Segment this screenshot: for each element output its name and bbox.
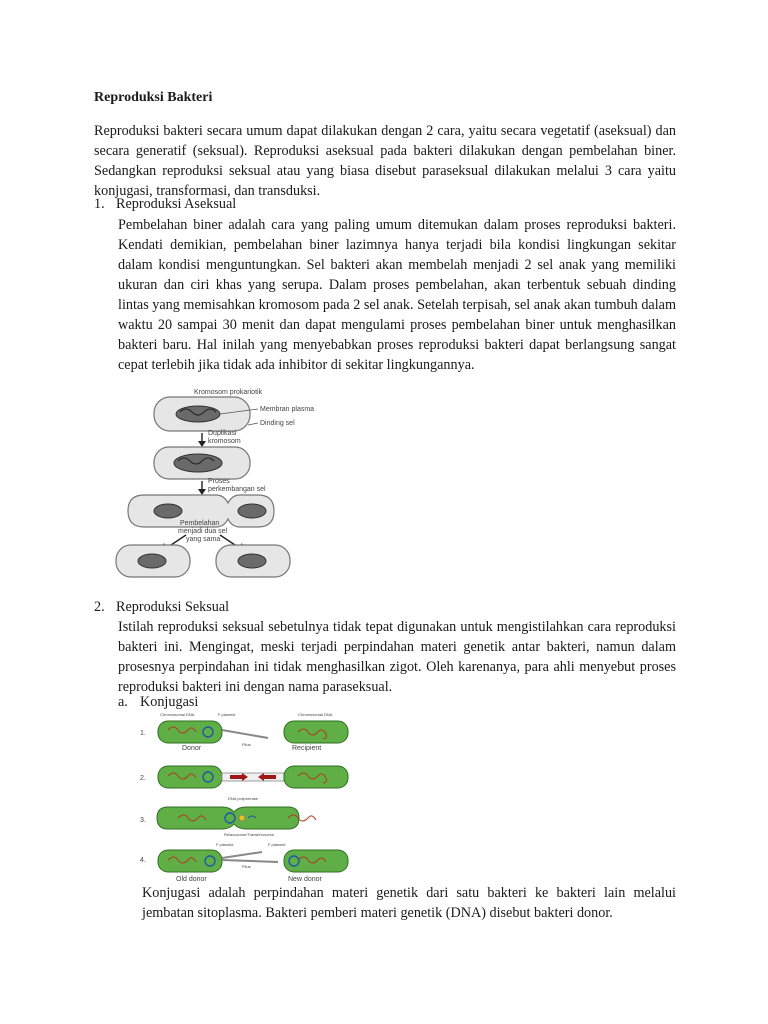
section-1-heading xyxy=(94,196,236,213)
document-title: Reproduksi Bakteri xyxy=(94,90,213,105)
label-proses-2: perkembangan sel xyxy=(208,486,266,493)
label-dna-polymerase: DNA polymerase xyxy=(228,796,259,801)
label-new-donor: New donor xyxy=(288,876,322,882)
label-relaxosome: Relaxosome/Transferosome xyxy=(224,832,275,837)
step-1-label: 1. xyxy=(140,730,146,737)
pilus xyxy=(222,730,268,738)
conjugation-figure xyxy=(138,710,360,882)
subsection-a-letter: a. xyxy=(118,694,128,710)
label-duplikasi-1: Duplikasi xyxy=(208,430,237,437)
section-2-heading xyxy=(94,599,229,616)
step-4-label: 4. xyxy=(140,857,146,864)
step-2-label: 2. xyxy=(140,775,146,782)
label-pembelahan-3: yang sama xyxy=(186,536,221,543)
section-1-number: 1. xyxy=(94,196,105,212)
section-2-paragraph: Istilah reproduksi seksual sebetulnya tidak tepat digunakan untuk mengistilahkan cara reproduksi bakteri ini. Mengingat, meski terjadi perpindahan materi genetik antar bakteri, namun dalam prosesnya perpindahan ini tidak menghasilkan zigot. Oleh karenanya, para ahli menyebut proses reproduksi bakteri ini dengan nama paraseksual. xyxy=(118,619,676,695)
label-chromosomal-dna-2: Chromosomal DNA xyxy=(298,712,333,717)
label-kromosom: Kromosom prokariotik xyxy=(194,389,263,396)
section-2-number: 2. xyxy=(94,599,105,615)
label-recipient: Recipient xyxy=(292,745,322,752)
label-old-donor: Old donor xyxy=(176,876,207,882)
label-duplikasi-2: kromosom xyxy=(208,438,241,445)
label-chromosomal-dna: Chromosomal DNA xyxy=(160,712,195,717)
label-pilus-2: Pilus xyxy=(242,864,251,869)
section-2-title: Reproduksi Seksual xyxy=(116,599,230,615)
binary-fission-figure xyxy=(112,385,342,585)
label-proses-1: Proses xyxy=(208,478,230,485)
label-f-plasmid-new: F plasmid xyxy=(268,842,286,847)
subsection-a-title: Konjugasi xyxy=(140,694,199,710)
step-3-label: 3. xyxy=(140,817,146,824)
label-f-plasmid: F plasmid xyxy=(218,712,236,717)
section-1-title: Reproduksi Aseksual xyxy=(116,196,237,212)
subsection-a-paragraph: Konjugasi adalah perpindahan materi genetik dari satu bakteri ke bakteri lain melalui jembatan sitoplasma. Bakteri pemberi materi genetik (DNA) disebut bakteri donor. xyxy=(142,885,676,921)
recipient-cell xyxy=(284,721,348,743)
old-donor-cell xyxy=(158,850,222,872)
subsection-a-heading xyxy=(118,694,198,711)
label-dinding: Dinding sel xyxy=(260,420,295,427)
label-pembelahan-1: Pembelahan xyxy=(180,520,220,527)
label-f-plasmid-old: F plasmid xyxy=(216,842,234,847)
section-1-paragraph: Pembelahan biner adalah cara yang paling umum ditemukan dalam proses reproduksi bakteri. Kendati demikian, pembelahan biner lazimnya hanya terjadi bila kondisi lingkungan sekitar dalam kondisi menguntungkan. Sel bakteri akan membelah menjadi 2 sel anak yang memiliki ukuran dan ciri khas yang serupa. Dalam proses pembelahan, akan terbentuk sebuah dinding lintas yang memisahkan kromosom pada 2 sel anak. Setelah terpisah, sel anak akan tumbuh dalam waktu 20 sampai 30 menit dan dapat mengulami proses pembelahan biner untuk menghasilkan bakteri baru. Hal inilah yang menyebabkan proses reproduksi bakteri dapat berlangsung sangat cepat terlebih jika tidak ada inhibitor di sekitar lingkungannya. xyxy=(118,217,676,373)
chromosome-icon xyxy=(176,406,220,422)
label-membran: Membran plasma xyxy=(260,406,315,413)
label-donor: Donor xyxy=(182,745,202,752)
intro-paragraph: Reproduksi bakteri secara umum dapat dilakukan dengan 2 cara, yaitu secara vegetatif (aseksual) dan secara generatif (seksual). Reproduksi aseksual pada bakteri dilakukan dengan pembelahan biner. Sedangkan reproduksi seksual atau yang biasa disebut paraseksual dilakukan melalui 3 cara yaitu konjugasi, transformasi, dan transduksi. xyxy=(94,123,676,199)
label-pilus: Pilus xyxy=(242,742,251,747)
label-pembelahan-2: menjadi dua sel xyxy=(178,528,228,535)
new-donor-cell xyxy=(284,850,348,872)
